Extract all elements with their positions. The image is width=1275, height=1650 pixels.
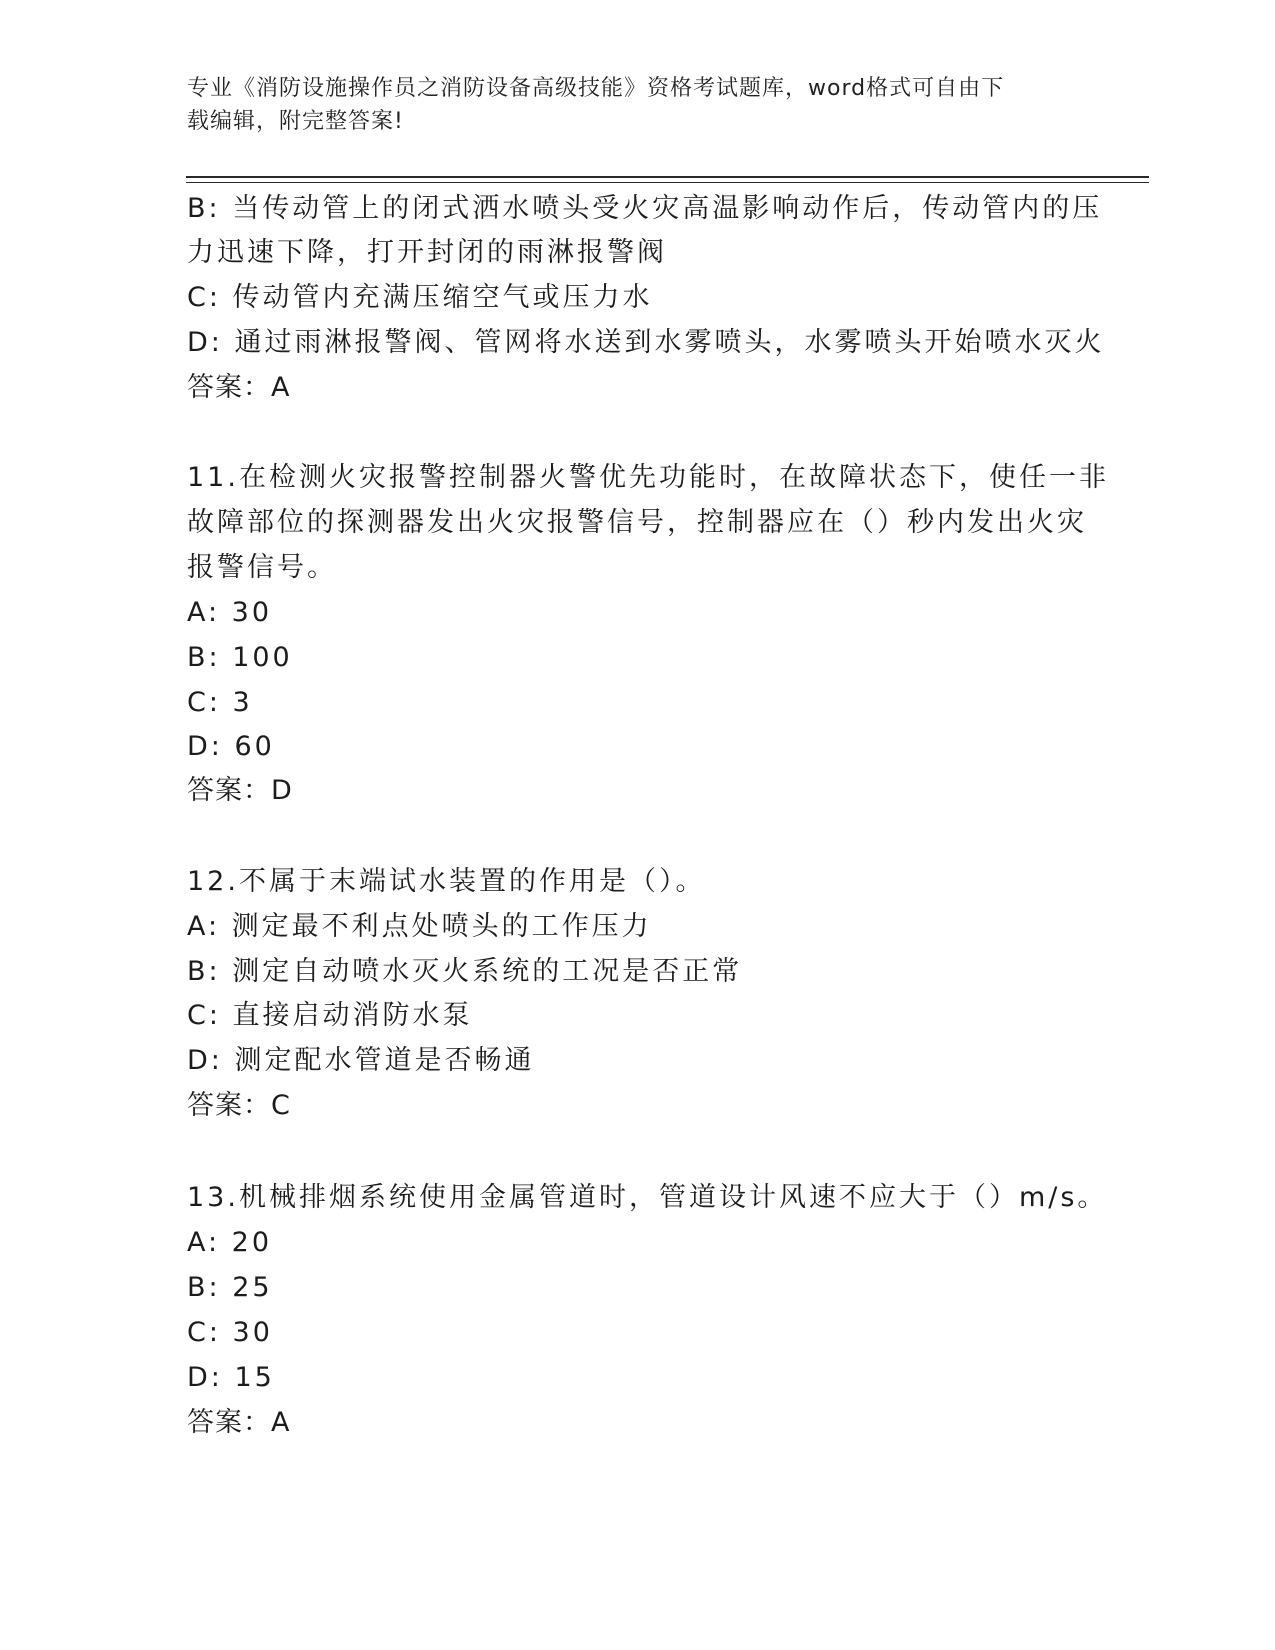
q11-stem-line-1: 11.在检测火灾报警控制器火警优先功能时，在故障状态下，使任一非 (187, 462, 1109, 493)
q11-stem-line-3: 报警信号。 (187, 552, 337, 583)
q11-option-a: A: 30 (187, 597, 273, 628)
document-header (187, 72, 1087, 138)
q11-answer: 答案：D (187, 775, 293, 806)
q13-answer: 答案：A (187, 1407, 291, 1438)
q13-option-b: B: 25 (187, 1272, 273, 1303)
prev-option-c: C: 传动管内充满压缩空气或压力水 (187, 282, 653, 313)
header-line-1: 专业《消防设施操作员之消防设备高级技能》资格考试题库，word格式可自由下 (187, 76, 1005, 101)
q12-option-a: A: 测定最不利点处喷头的工作压力 (187, 911, 652, 942)
q12-option-d: D: 测定配水管道是否畅通 (187, 1045, 535, 1076)
header-line-2: 载编辑，附完整答案! (187, 109, 404, 134)
prev-option-b-line-1: B: 当传动管上的闭式洒水喷头受火灾高温影响动作后，传动管内的压 (187, 193, 1103, 224)
prev-option-d: D: 通过雨淋报警阀、管网将水送到水雾喷头，水雾喷头开始喷水灭火 (187, 327, 1105, 358)
q13-option-d: D: 15 (187, 1362, 275, 1393)
q12-option-c: C: 直接启动消防水泵 (187, 1000, 473, 1031)
q11-option-c: C: 3 (187, 687, 253, 718)
q11-option-d: D: 60 (187, 731, 275, 762)
q12-stem: 12.不属于末端试水装置的作用是（）。 (187, 866, 706, 897)
prev-answer: 答案：A (187, 372, 291, 403)
header-divider-thin (186, 182, 1149, 183)
q11-stem-line-2: 故障部位的探测器发出火灾报警信号，控制器应在（）秒内发出火灾 (187, 507, 1087, 538)
q12-answer: 答案：C (187, 1090, 291, 1121)
q12-option-b: B: 测定自动喷水灭火系统的工况是否正常 (187, 956, 743, 987)
q11-option-b: B: 100 (187, 642, 293, 673)
q13-stem: 13.机械排烟系统使用金属管道时，管道设计风速不应大于（）m/s。 (187, 1182, 1108, 1213)
header-divider-thick (186, 176, 1149, 178)
q13-option-a: A: 20 (187, 1227, 273, 1258)
q13-option-c: C: 30 (187, 1317, 273, 1348)
prev-option-b-line-2: 力迅速下降，打开封闭的雨淋报警阀 (187, 237, 667, 268)
